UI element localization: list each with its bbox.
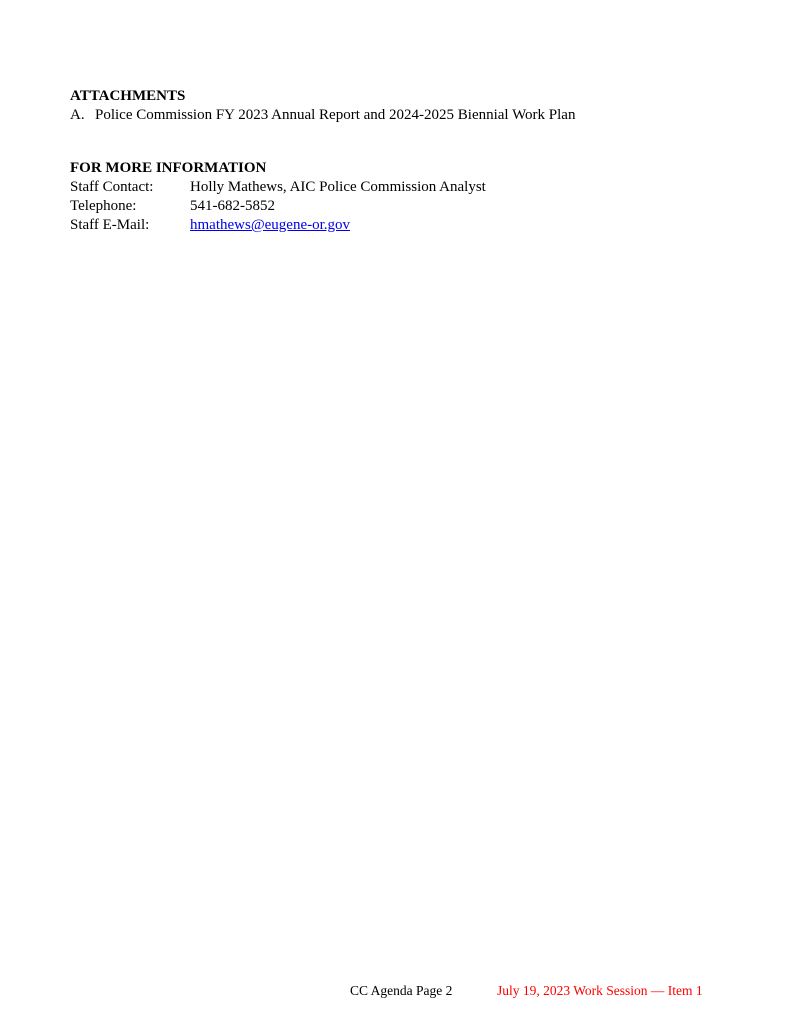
- telephone-label: Telephone:: [70, 198, 137, 214]
- more-info-section: [70, 159, 730, 235]
- page-footer: [0, 981, 800, 1000]
- staff-email-row: [70, 216, 730, 235]
- staff-contact-label: Staff Contact:: [70, 179, 154, 195]
- staff-email-label: Staff E-Mail:: [70, 217, 150, 233]
- more-info-heading: FOR MORE INFORMATION: [70, 160, 267, 176]
- staff-contact-value: Holly Mathews, AIC Police Commission Analyst: [190, 179, 486, 195]
- footer-page-label: CC Agenda Page 2: [350, 983, 453, 998]
- staff-email-value: [190, 216, 350, 235]
- attachments-heading: ATTACHMENTS: [70, 88, 186, 104]
- staff-contact-row: [70, 178, 730, 197]
- staff-email-link[interactable]: hmathews@eugene-or.gov: [190, 217, 351, 233]
- attachments-section: [70, 87, 730, 125]
- attachment-item-title: Police Commission FY 2023 Annual Report and 2024-2025 Biennial Work Plan: [95, 107, 576, 123]
- telephone-value: 541-682-5852: [190, 198, 275, 214]
- attachment-item: [70, 106, 730, 125]
- footer-session-label: July 19, 2023 Work Session — Item 1: [497, 983, 703, 998]
- telephone-row: [70, 197, 730, 216]
- attachment-item-letter: A.: [70, 107, 85, 123]
